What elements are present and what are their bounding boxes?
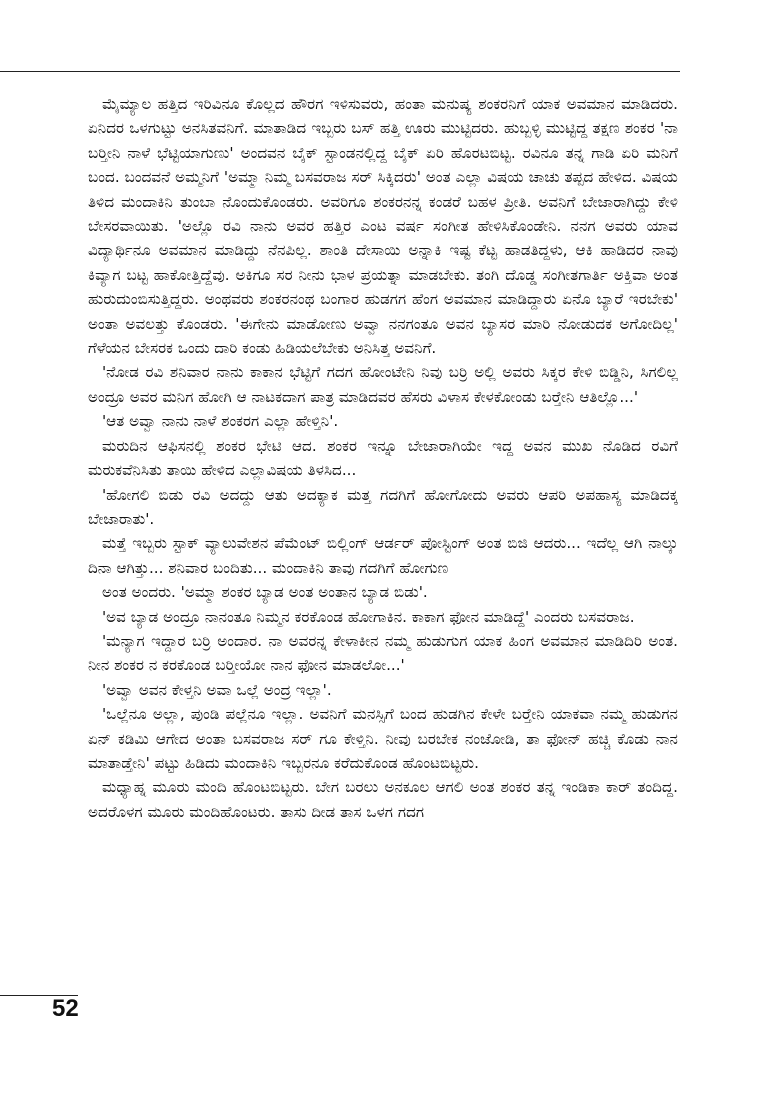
paragraph: 'ಮನ್ಯಾಗ ಇದ್ದಾರ ಬರ್‍ರಿ ಅಂದಾರ. ನಾ ಅವರನ್ನ ಕೇಳಾಕೀನ ನಮ್ಮ ಹುಡುಗುಗ ಯಾಕ ಹಿಂಗ ಅವಮಾನ ಮಾಡಿದಿರಿ ಅಂತ. ನೀನ ಶಂಕರ ನ ಕರಕೊಂಡ ಬರ್‍ತೀಯೋ ನಾನ ಫೋನ ಮಾಡಲೋ...': [88, 631, 678, 675]
paragraph: 'ಅವ ಬ್ಯಾಡ ಅಂದ್ರೂ ನಾನಂತೂ ನಿಮ್ಮನ ಕರಕೊಂಡ ಹೋಗಾಕಿನ. ಕಾಕಾಗ ಫೋನ ಮಾಡಿದ್ದೆ' ಎಂದರು ಬಸವರಾಜ.: [102, 607, 635, 626]
paragraph: 'ಅವ್ವಾ ಅವನ ಕೇಳ್ತನಿ ಅವಾ ಒಲ್ಲೆ ಅಂದ್ರ ಇಲ್ಲಾ'.: [102, 680, 332, 699]
paragraph: ಮೈಮ್ಯಾಲ ಹತ್ತಿದ ಇರಿವಿನೂ ಕೊಲ್ಲದ ಹೌರಗ ಇಳಿಸುವರು, ಹಂತಾ ಮನುಷ್ಯ ಶಂಕರನಿಗೆ ಯಾಕ ಅವಮಾನ ಮಾಡಿದರು. ಏನಿದರ ಒಳಗುಟ್ಟು ಅನಸಿತವನಿಗೆ. ಮಾತಾಡಿದ ಇಬ್ಬರು ಬಸ್ ಹತ್ತಿ ಊರು ಮುಟ್ಟಿದರು. ಹುಬ್ಬಳ್ಳಿ ಮುಟ್ಟಿದ್ದ ತಕ್ಷಣ ಶಂಕರ 'ನಾ ಬರ್‍ತೀನಿ ನಾಳೆ ಭೆಟ್ಟಿಯಾಗುಣು' ಅಂದವನ ಬೈಕ್ ಸ್ಟಾಂಡನಲ್ಲಿದ್ದ ಬೈಕ್ ಏರಿ ಹೊರಟಬಿಟ್ಟ. ರವಿನೂ ತನ್ನ ಗಾಡಿ ಏರಿ ಮನಿಗೆ ಬಂದ. ಬಂದವನೆ ಅಮ್ಮನಿಗೆ 'ಅಮ್ಮಾ ನಿಮ್ಮ ಬಸವರಾಜ ಸರ್ ಸಿಕ್ಕಿದರು' ಅಂತ ಎಲ್ಲಾ ವಿಷಯ ಚಾಚು ತಪ್ಪದ ಹೇಳಿದ. ವಿಷಯ ತಿಳಿದ ಮಂದಾಕಿನಿ ತುಂಬಾ ನೊಂದುಕೊಂಡರು. ಅವರಿಗೂ ಶಂಕರನನ್ನ ಕಂಡರೆ ಬಹಳ ಪ್ರೀತಿ. ಅವನಿಗೆ ಬೇಜಾರಾಗಿದ್ದು ಕೇಳಿ ಬೇಸರವಾಯಿತು. 'ಅಲ್ಲೊ ರವಿ ನಾನು ಅವರ ಹತ್ತಿರ ಎಂಟ ವರ್ಷ ಸಂಗೀತ ಹೇಳಿಸಿಕೊಂಡೇನಿ. ನನಗ ಅವರು ಯಾವ ವಿದ್ಯಾರ್ಥಿನೂ ಅವಮಾನ ಮಾಡಿದ್ದು ನೆನಪಿಲ್ಲ. ಶಾಂತಿ ದೇಸಾಯಿ ಅನ್ನಾಕಿ ಇಷ್ಟ ಕೆಟ್ಟ ಹಾಡತಿದ್ದಳು, ಆಕಿ ಹಾಡಿದರ ನಾವು ಕಿವ್ಯಾಗ ಬಟ್ಟ ಹಾಕೋತ್ತಿದ್ದೆವು. ಅಕಿಗೂ ಸರ ನೀನು ಭಾಳ ಪ್ರಯತ್ನಾ ಮಾಡಬೇಕು. ತಂಗಿ ದೊಡ್ಡ ಸಂಗೀತಗಾರ್ತಿ ಅಕ್ತಿವಾ ಅಂತ ಹುರುದುಂಬಿಸುತ್ತಿದ್ದರು. ಅಂಥವರು ಶಂಕರನಂಥ ಬಂಗಾರ ಹುಡಗಗ ಹೆಂಗ ಅವಮಾನ ಮಾಡಿದ್ದಾರು ಏನೊ ಬ್ಯಾರೆ ಇರಬೇಕು' ಅಂತಾ ಅವಲತ್ತು ಕೊಂಡರು. 'ಈಗೇನು ಮಾಡೋಣು ಅವ್ವಾ ನನಗಂತೂ ಅವನ ಬ್ಯಾಸರ ಮಾರಿ ನೋಡುದಕ ಅಗೋದಿಲ್ಲ' ಗೆಳೆಯನ ಬೇಸರಕ ಒಂದು ದಾರಿ ಕಂಡು ಹಿಡಿಯಲೆಬೇಕು ಅನಿಸಿತ್ತ ಅವನಿಗೆ.: [88, 95, 678, 358]
paragraph: 'ಒಲ್ಲೆನೂ ಅಲ್ಲಾ, ಪುಂಡಿ ಪಲ್ಲೆನೂ ಇಲ್ಲಾ. ಅವನಿಗೆ ಮನಸ್ಸಿಗೆ ಬಂದ ಹುಡಗಿನ ಕೇಳೇ ಬರ್‍ತೇನಿ ಯಾಕವಾ ನಮ್ಮ ಹುಡುಗನ ಏನ್ ಕಡಿಮಿ ಆಗೇದ ಅಂತಾ ಬಸವರಾಜ ಸರ್ ಗೂ ಕೇಳ್ತಿನಿ. ನೀವು ಬರಬೇಕ ನಂಜೋಡಿ, ತಾ ಫೋನ್ ಹಚ್ಚಿ ಕೊಡು ನಾನ ಮಾತಾಡ್ತೇನಿ' ಪಟ್ಟು ಹಿಡಿದು ಮಂದಾಕಿನಿ ಇಬ್ಬರನೂ ಕರೆದುಕೊಂಡ ಹೊಂಟಬಿಟ್ಟರು.: [88, 705, 678, 772]
paragraph: ಅಂತ ಅಂದರು. 'ಅಮ್ಮಾ ಶಂಕರ ಬ್ಯಾಡ ಅಂತ ಅಂತಾನ ಬ್ಯಾಡ ಬಿಡು'.: [102, 583, 428, 602]
paragraph: ಮರುದಿನ ಆಫಿಸನಲ್ಲಿ ಶಂಕರ ಭೇಟಿ ಆದ. ಶಂಕರ ಇನ್ನೂ ಬೇಜಾರಾಗಿಯೇ ಇದ್ದ ಅವನ ಮುಖ ನೊಡಿದ ರವಿಗೆ ಮರುಕವೆನಿಸಿತು ತಾಯಿ ಹೇಳಿದ ಎಲ್ಲಾವಿಷಯ ತಿಳಸಿದ...: [88, 436, 678, 480]
story-text: [88, 92, 678, 824]
paragraph: ಮತ್ತೆ ಇಬ್ಬರು ಸ್ಟಾಕ್ ವ್ಯಾಲುವೇಶನ ಪೆಮೆಂಟ್ ಬಿಲ್ಲಿಂಗ್ ಆರ್ಡರ್ ಪೋಸ್ಟಿಂಗ್ ಅಂತ ಬಿಜಿ ಆದರು... ಇದೆಲ್ಲ ಆಗಿ ನಾಲ್ಕು ದಿನಾ ಆಗಿತ್ತು... ಶನಿವಾರ ಬಂದಿತು... ಮಂದಾಕಿನಿ ತಾವು ಗದಗಿಗೆ ಹೋಗುಣ: [88, 534, 678, 577]
paragraph: 'ನೋಡ ರವಿ ಶನಿವಾರ ನಾನು ಕಾಕಾನ ಭೆಟ್ಟಿಗೆ ಗದಗ ಹೋಂಟೇನಿ ನಿವು ಬರ್‍ರಿ ಅಲ್ಲಿ ಅವರು ಸಿಕ್ಕರ ಕೇಳಿ ಬಿಡ್ಡಿನಿ, ಸಿಗಲಿಲ್ಲ ಅಂದ್ರೂ ಅವರ ಮನಿಗ ಹೋಗಿ ಆ ನಾಟಕದಾಗ ಪಾತ್ರ ಮಾಡಿದವರ ಹೆಸರು ವಿಳಾಸ ಕೇಳಕೋಂಡು ಬರ್‍ತೇನಿ ಆತಿಲ್ಲೊ...': [88, 363, 678, 406]
paragraph: 'ಆತ ಅವ್ವಾ ನಾನು ನಾಳೆ ಶಂಕರಗ ಎಲ್ಲಾ ಹೇಳ್ತಿನಿ'.: [102, 412, 339, 431]
header-rule: [0, 71, 680, 72]
paragraph: ಮಧ್ಯಾಹ್ನ ಮೂರು ಮಂದಿ ಹೊಂಟಬಿಟ್ಟರು. ಬೇಗ ಬರಲು ಅನಕೂಲ ಆಗಲಿ ಅಂತ ಶಂಕರ ತನ್ನ ಇಂಡಿಕಾ ಕಾರ್ ತಂದಿದ್ದ. ಅದರೊಳಗ ಮೂರು ಮಂದಿಹೊಂಟರು. ತಾಸು ದೀಡ ತಾಸ ಒಳಗ ಗದಗ: [88, 778, 678, 821]
page-number: 52: [52, 995, 79, 1022]
paragraph: 'ಹೋಗಲಿ ಬಿಡು ರವಿ ಅದದ್ದು ಆತು ಅದಕ್ಯಾಕ ಮತ್ತ ಗದಗಿಗೆ ಹೋಗೋದು ಅವರು ಆಪರಿ ಅಪಹಾಸ್ಯ ಮಾಡಿದಕ್ಕ ಬೇಜಾರಾತು'.: [88, 485, 678, 528]
